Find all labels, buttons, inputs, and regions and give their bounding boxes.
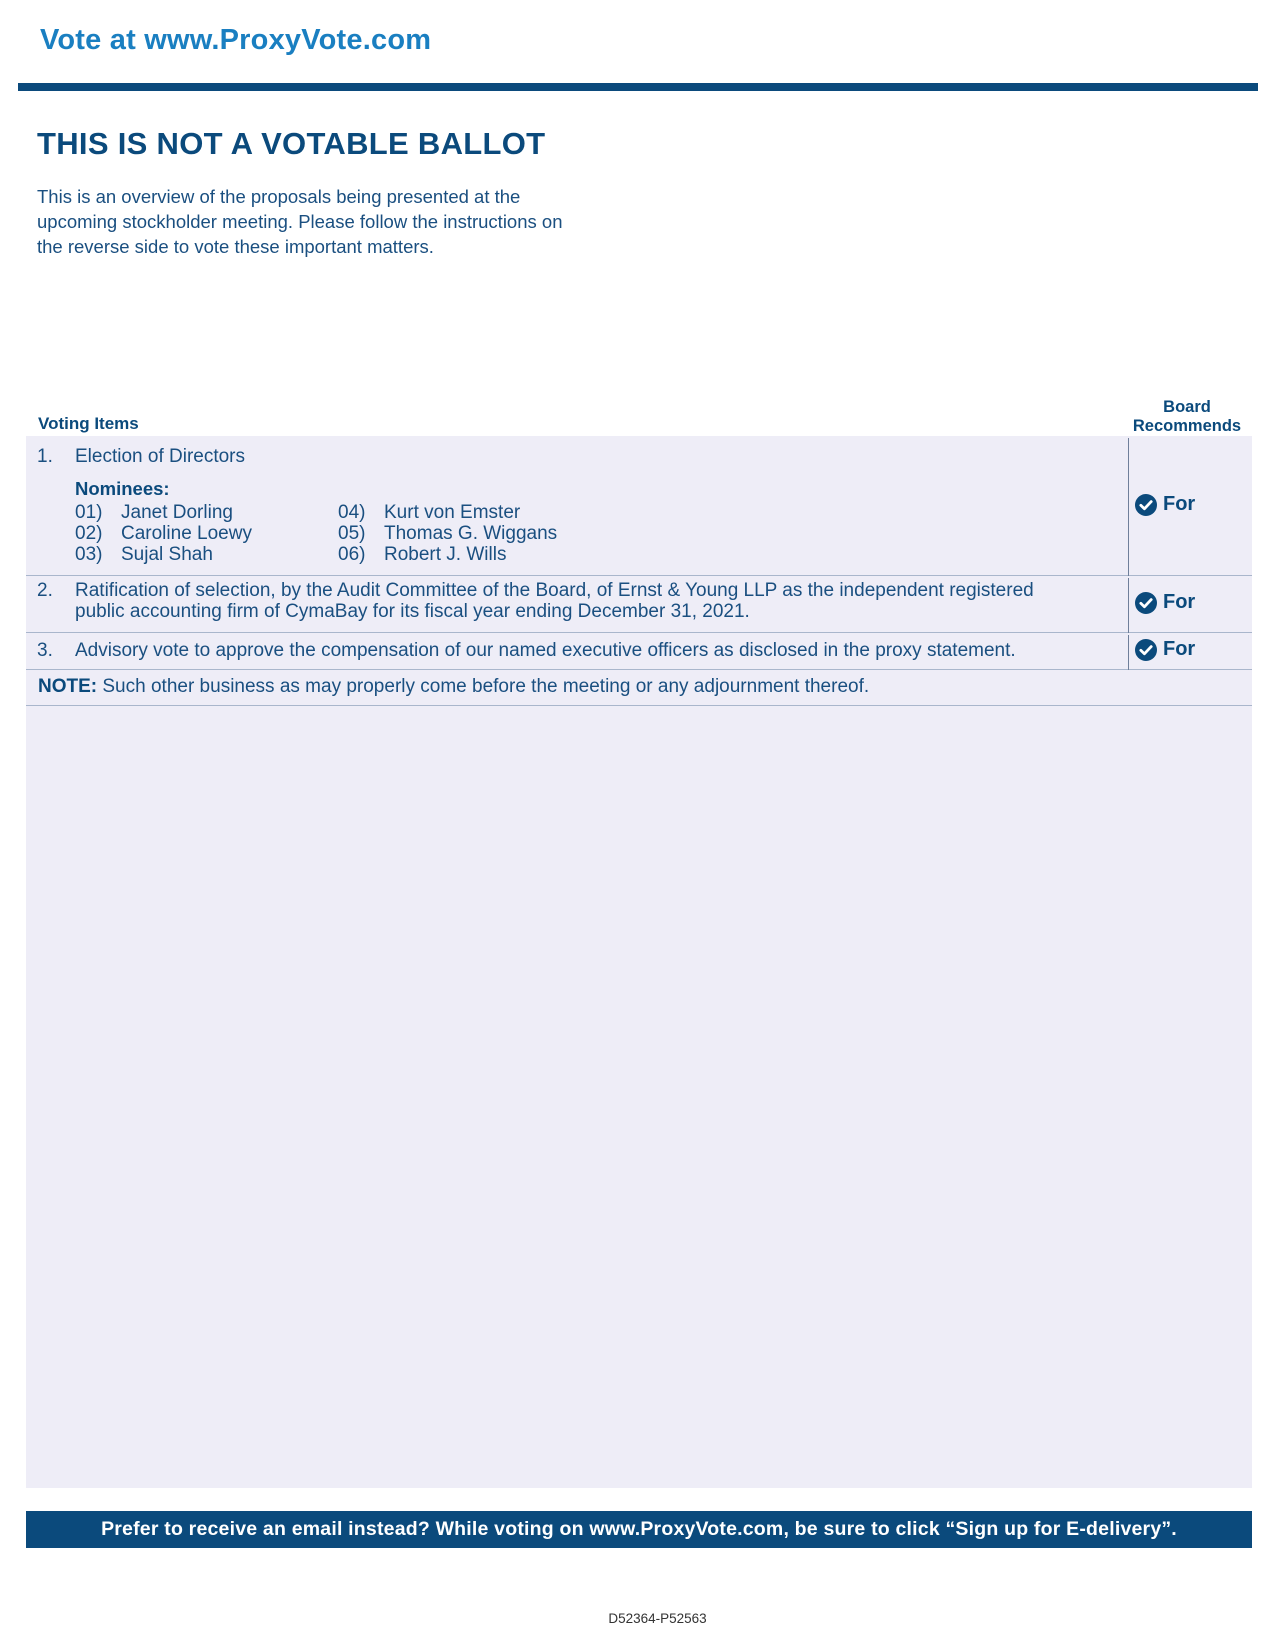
- nominee-name: Kurt von Emster: [384, 502, 521, 523]
- e-delivery-banner: Prefer to receive an email instead? While voting on www.ProxyVote.com, be sure to click “Sign up for E-delivery”.: [26, 1511, 1252, 1548]
- page-title: THIS IS NOT A VOTABLE BALLOT: [37, 126, 546, 161]
- document-code: D52364-P52563: [608, 1611, 707, 1626]
- column-divider: [1128, 635, 1129, 670]
- board-recommends-header: [1122, 398, 1252, 436]
- check-circle-icon: [1135, 639, 1157, 661]
- nominee: [338, 544, 506, 566]
- board-recommends-line: Recommends: [1132, 417, 1242, 435]
- item-number: 1.: [37, 446, 53, 467]
- nominee-number: 06): [338, 544, 366, 565]
- vote-link-header: Vote at www.ProxyVote.com: [40, 24, 432, 56]
- note: [38, 676, 869, 698]
- recommendation-label: For: [1163, 493, 1196, 515]
- recommendation: [1135, 591, 1195, 614]
- nominee-number: 03): [75, 544, 103, 565]
- check-circle-icon: [1135, 592, 1157, 614]
- nominee: [75, 544, 213, 566]
- intro-text: [37, 184, 637, 259]
- nominee-name: Sujal Shah: [121, 544, 213, 565]
- voting-items-header: Voting Items: [38, 414, 139, 433]
- nominee-number: 05): [338, 523, 366, 544]
- nominee: [338, 523, 557, 545]
- header-rule: [18, 83, 1258, 91]
- nominee-name: Thomas G. Wiggans: [384, 523, 558, 544]
- intro-line: upcoming stockholder meeting. Please follow the instructions on: [37, 211, 563, 232]
- column-divider: [1128, 438, 1129, 576]
- recommendation: [1135, 493, 1195, 516]
- nominee-name: Caroline Loewy: [121, 523, 252, 544]
- nominee: [338, 502, 520, 524]
- intro-line: This is an overview of the proposals being presented at the: [37, 186, 521, 207]
- nominee-number: 04): [338, 502, 366, 523]
- item-text-line: public accounting firm of CymaBay for its fiscal year ending December 31, 2021.: [75, 601, 750, 622]
- note-text: Such other business as may properly come before the meeting or any adjournment thereof.: [97, 676, 870, 697]
- note-label: NOTE:: [38, 676, 98, 697]
- nominees-label: Nominees:: [75, 478, 170, 499]
- item-text: Election of Directors: [75, 446, 246, 467]
- nominee-name: Robert J. Wills: [384, 544, 507, 565]
- nominee-number: 02): [75, 523, 103, 544]
- item-number: 3.: [37, 640, 53, 661]
- recommendation: [1135, 638, 1195, 661]
- recommendation-label: For: [1163, 638, 1196, 660]
- nominee: [75, 502, 233, 524]
- recommendation-label: For: [1163, 591, 1196, 613]
- board-recommends-line: Board: [1163, 398, 1211, 416]
- nominee-number: 01): [75, 502, 103, 523]
- item-text: Advisory vote to approve the compensation of our named executive officers as disclosed in the proxy statement.: [75, 640, 1016, 661]
- intro-line: the reverse side to vote these important matters.: [37, 236, 434, 257]
- column-divider: [1128, 578, 1129, 633]
- item-text: [75, 580, 1121, 622]
- nominee: [75, 523, 252, 545]
- check-circle-icon: [1135, 494, 1157, 516]
- item-number: 2.: [37, 580, 53, 601]
- nominee-name: Janet Dorling: [121, 502, 233, 523]
- item-text-line: Ratification of selection, by the Audit Committee of the Board, of Ernst & Young LLP as the independent registered: [75, 580, 1034, 601]
